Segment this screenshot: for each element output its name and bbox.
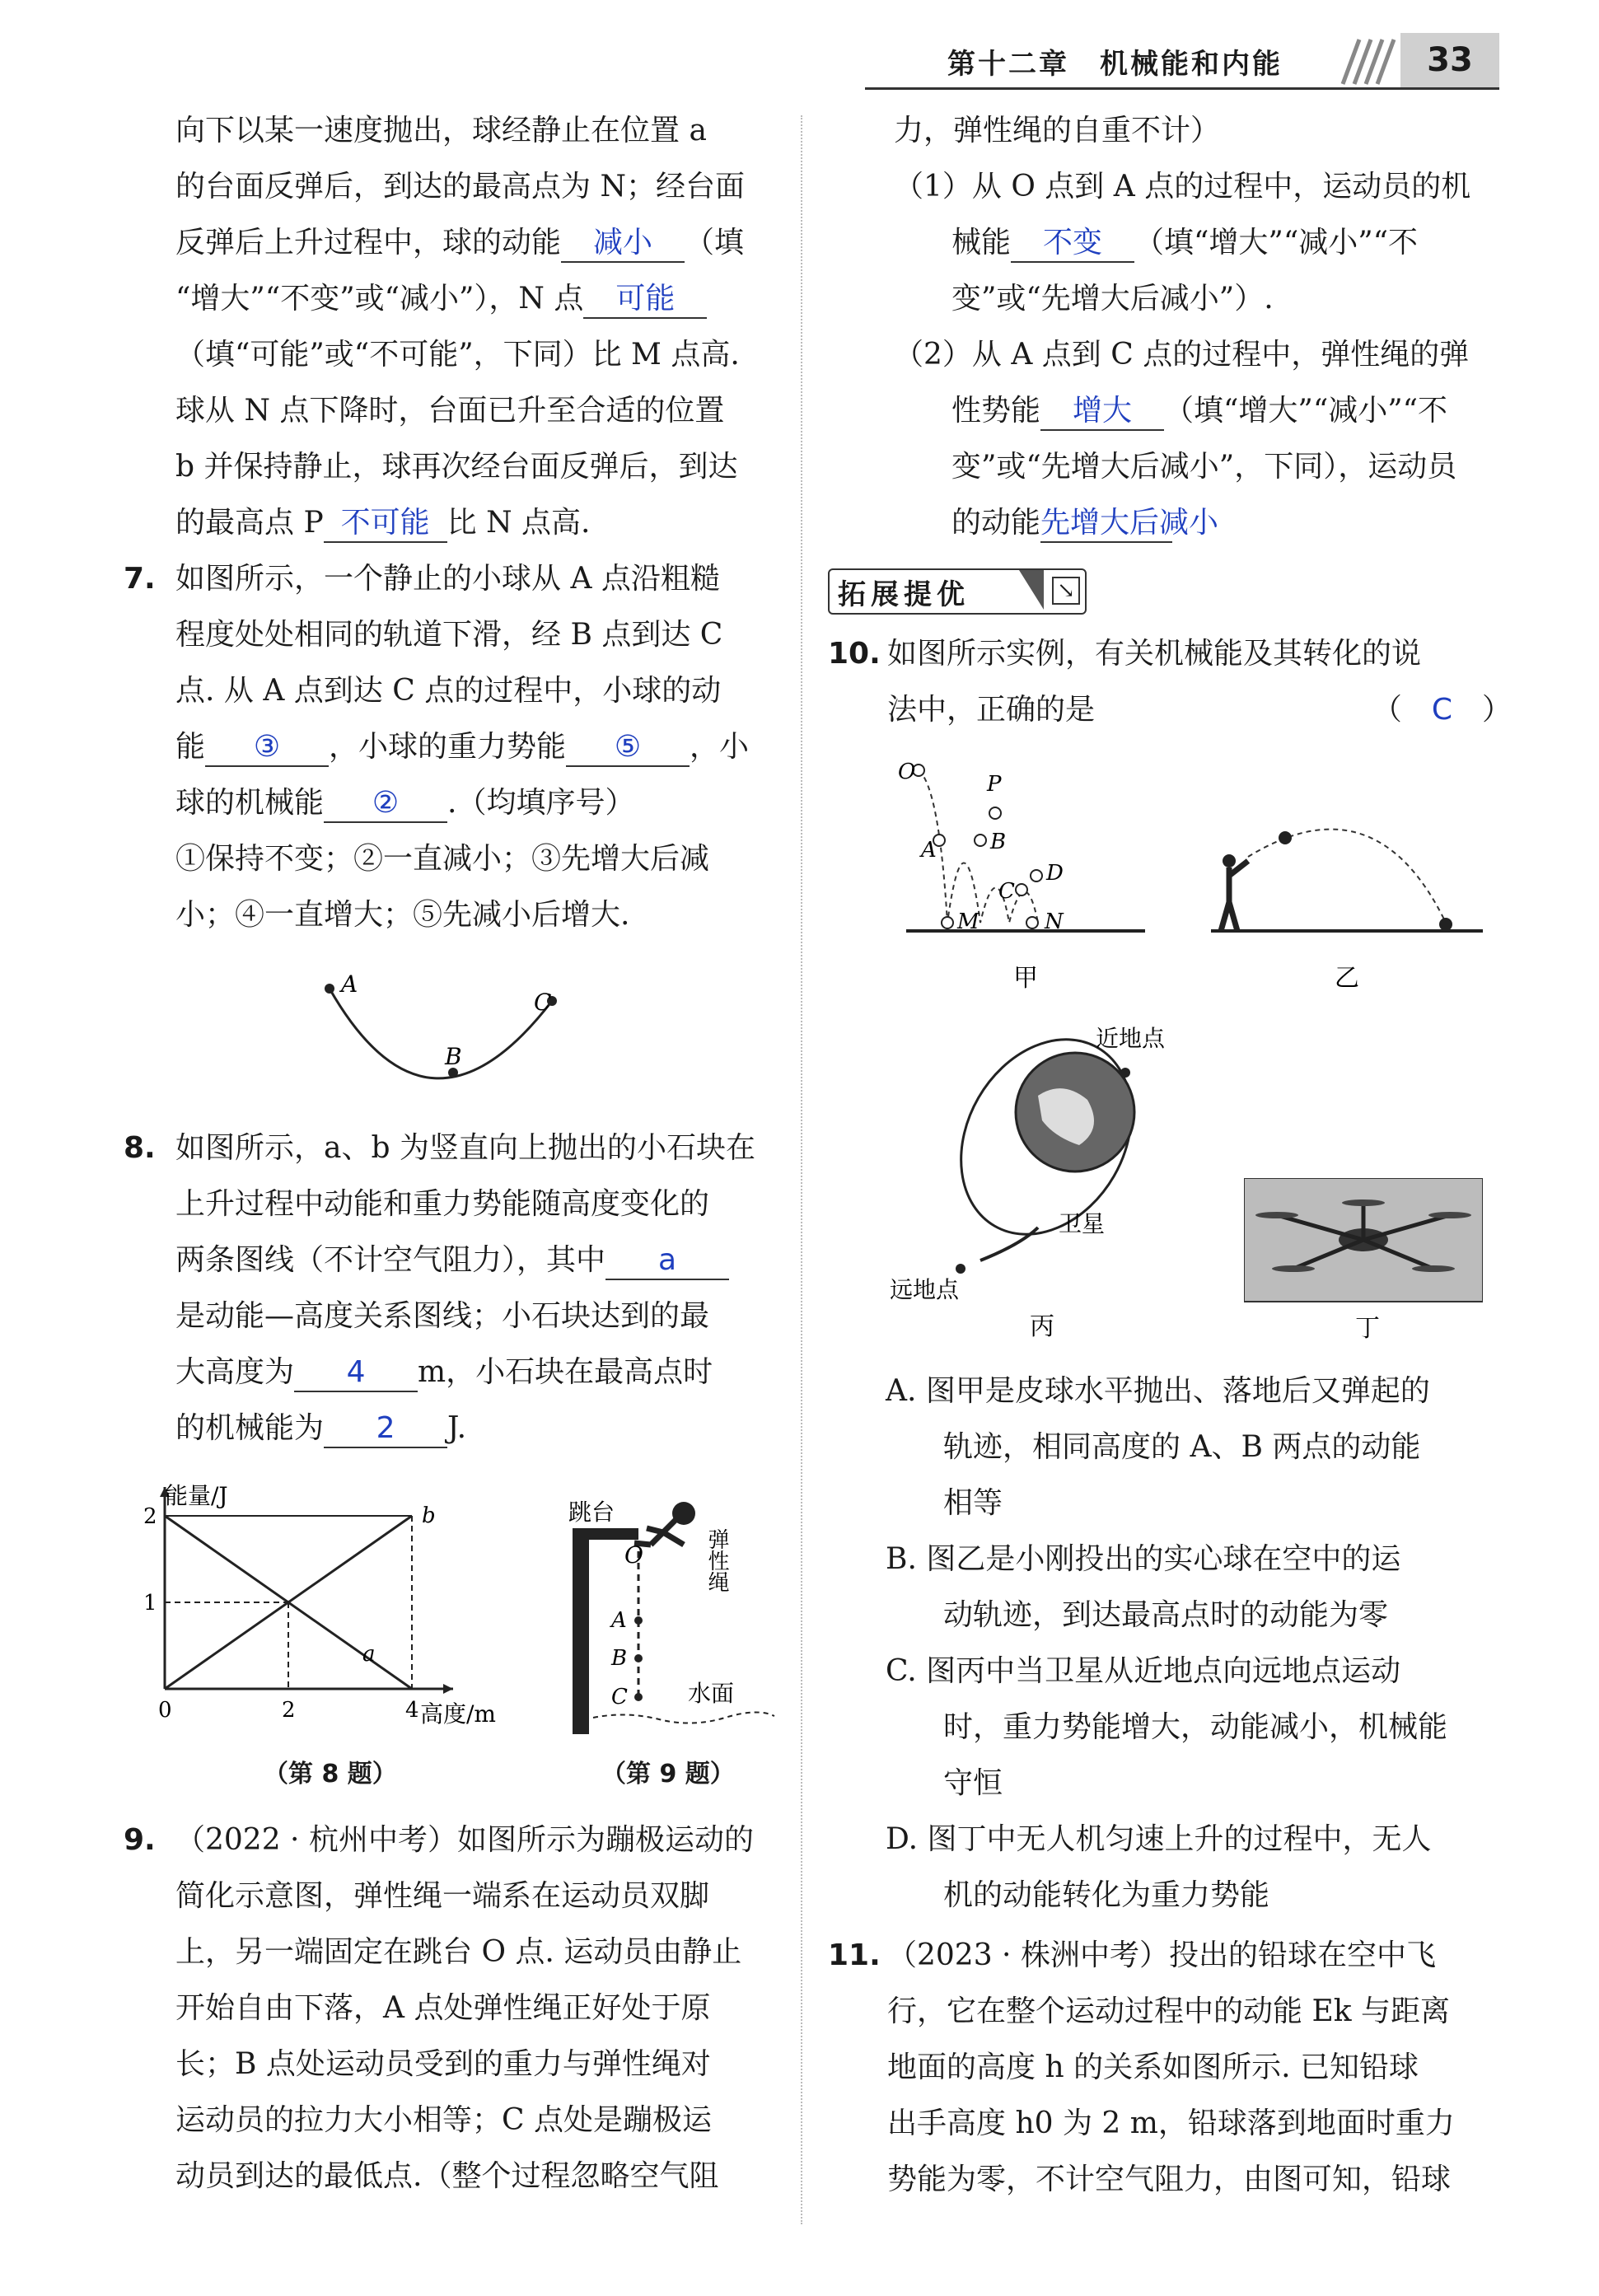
text-line: 运动员的拉力大小相等；C 点处是蹦极运 <box>175 2103 712 2137</box>
x-tick-label: 2 <box>282 1698 296 1723</box>
label-a: A <box>921 838 937 863</box>
q8-block <box>124 1120 783 1457</box>
q8-line <box>124 1120 783 1176</box>
text-span: 比 N 点高. <box>447 506 591 540</box>
text-line: 程度处处相同的轨道下滑，经 B 点到达 C <box>175 618 723 652</box>
label-rope: 弹性绳 <box>704 1528 729 1592</box>
text-line <box>124 495 783 551</box>
text-line: 相等 <box>943 1486 1003 1520</box>
text-line: 动员到达的最低点.（整个过程忽略空气阻 <box>175 2159 719 2193</box>
chapter-title: 第十二章 机械能和内能 <box>947 48 1283 81</box>
text-span: 两条图线（不计空气阻力），其中 <box>175 1243 606 1277</box>
text-span: .（均填序号） <box>447 786 635 820</box>
q7-track-figure <box>313 972 593 1104</box>
series-label-b: b <box>422 1503 436 1528</box>
q9-line <box>124 1812 783 1868</box>
text-line: 是动能—高度关系图线；小石块达到的最 <box>175 1299 710 1333</box>
header-stripes <box>1335 36 1400 86</box>
track-curve <box>330 989 552 1078</box>
answer-blank: ⑤ <box>566 729 690 767</box>
answer-blank: 4 <box>294 1354 418 1392</box>
text-line <box>124 1344 783 1401</box>
text-span: 反弹后上升过程中，球的动能 <box>175 226 562 260</box>
label-b: B <box>445 1043 462 1070</box>
text-line <box>124 1401 783 1457</box>
text-span: m，小石块在最高点时 <box>418 1355 713 1389</box>
label-ding: 丁 <box>1355 1314 1380 1343</box>
label-bing: 丙 <box>1030 1312 1054 1341</box>
answer-blank: ② <box>324 785 447 823</box>
left-column <box>124 103 783 943</box>
label-a: A <box>341 972 358 998</box>
text-line: b 并保持静止，球再次经台面反弹后，到达 <box>175 450 738 484</box>
point-a <box>325 984 334 994</box>
label-satellite: 卫星 <box>1059 1210 1106 1237</box>
text-line <box>124 775 783 831</box>
option-b: B. 图乙是小刚投出的实心球在空中的运 <box>886 1542 1401 1576</box>
q10-line <box>828 626 1512 682</box>
text-line: 变”或“先增大后减小”）. <box>951 282 1274 316</box>
figure-yi <box>1211 811 1491 1001</box>
question-number: 8. <box>124 1131 156 1165</box>
section-tag <box>828 568 1087 615</box>
figure-ding <box>1244 1178 1483 1343</box>
text-line: 开始自由下落，A 点处弹性绳正好处于原 <box>175 1991 711 2025</box>
shot-ball <box>1279 831 1292 844</box>
text-line: 长；B 点处运动员受到的重力与弹性绳对 <box>175 2047 711 2081</box>
label-b: B <box>990 830 1007 854</box>
text-span: 的最高点 P <box>175 506 324 540</box>
column-divider <box>801 115 802 2224</box>
text-line: 动轨迹，到达最高点时的动能为零 <box>943 1598 1389 1632</box>
text-line <box>828 495 1512 551</box>
answer-blank: 增大 <box>1040 393 1164 431</box>
option-a: A. 图甲是皮球水平抛出、落地后又弹起的 <box>886 1374 1430 1408</box>
q7-line <box>124 551 783 607</box>
figure-caption-9: （第 9 题） <box>601 1760 735 1789</box>
text-span: 球的机械能 <box>175 786 325 820</box>
option-c: C. 图丙中当卫星从近地点向远地点运动 <box>886 1654 1401 1688</box>
question-number: 7. <box>124 562 156 596</box>
text-line <box>124 215 783 271</box>
text-span: “增大”“不变”或“减小”），N 点 <box>175 282 584 316</box>
label-jia: 甲 <box>1013 964 1038 993</box>
text-line <box>828 215 1512 271</box>
question-number: 11. <box>828 1938 881 1972</box>
x-tick-label: 4 <box>405 1698 419 1723</box>
text-span: 的动能 <box>951 506 1041 540</box>
q11-line <box>828 1928 1512 1984</box>
apogee-point <box>956 1264 965 1274</box>
text-span: 能 <box>175 730 206 764</box>
answer-blank: 不变 <box>1011 225 1134 263</box>
text-line: 出手高度 h0 为 2 m，铅球落到地面时重力 <box>887 2107 1455 2140</box>
text-line <box>124 719 783 775</box>
text-span: 如图所示，一个静止的小球从 A 点沿粗糙 <box>175 562 720 596</box>
answer-blank: 不可能 <box>324 505 447 543</box>
text-span: （2022 · 杭州中考）如图所示为蹦极运动的 <box>175 1823 754 1857</box>
label-p: P <box>987 772 1002 797</box>
figure-caption-8: （第 8 题） <box>264 1760 397 1789</box>
label-b: B <box>611 1646 628 1671</box>
x-tick-label: 0 <box>158 1698 172 1723</box>
label-o: O <box>624 1541 643 1569</box>
text-span: 如图所示实例，有关机械能及其转化的说 <box>887 637 1422 671</box>
answer-blank: ③ <box>205 729 329 767</box>
q9-bungee-figure <box>560 1495 791 1742</box>
text-span: （填“增大”“减小”“不 <box>1134 226 1419 260</box>
text-span: ，小 <box>690 730 750 764</box>
answer-choice: C <box>1431 693 1452 727</box>
text-line: 简化示意图，弹性绳一端系在运动员双脚 <box>175 1879 710 1913</box>
text-line: 上升过程中动能和重力势能随高度变化的 <box>175 1187 710 1221</box>
figure-bing <box>881 1022 1211 1343</box>
text-span: J. <box>447 1411 467 1445</box>
answer-blank: 先增大后减小 <box>1040 505 1172 543</box>
answer-blank: 2 <box>324 1410 447 1448</box>
y-tick-label: 2 <box>143 1504 157 1529</box>
text-line: 点. 从 A 点到达 C 点的过程中，小球的动 <box>175 674 722 708</box>
text-line: 的台面反弹后，到达的最高点为 N；经台面 <box>175 170 745 203</box>
point-a <box>634 1616 643 1625</box>
platform <box>573 1528 638 1540</box>
text-line <box>124 271 783 327</box>
text-span: 的机械能为 <box>175 1411 325 1445</box>
text-line: 变”或“先增大后减小”，下同），运动员 <box>951 450 1457 484</box>
label-c: C <box>534 989 552 1016</box>
question-number: 9. <box>124 1823 156 1857</box>
answer-blank: 可能 <box>583 281 707 319</box>
text-line: 地面的高度 h 的关系如图所示. 已知铅球 <box>887 2051 1419 2084</box>
landing-ball <box>1439 918 1452 931</box>
q10-options <box>886 1363 1512 1924</box>
thrower-head <box>1223 854 1236 867</box>
text-line: 轨迹，相同高度的 A、B 两点的动能 <box>943 1430 1421 1464</box>
series-label-a: a <box>362 1642 376 1667</box>
text-span: （填“增大”“减小”“不 <box>1164 394 1448 428</box>
question-number: 10. <box>828 637 881 671</box>
text-line: （1）从 O 点到 A 点的过程中，运动员的机 <box>894 170 1471 203</box>
point-b <box>634 1654 643 1662</box>
thrower-body <box>1221 861 1248 931</box>
text-span: 大高度为 <box>175 1355 295 1389</box>
text-span: （2023 · 株洲中考）投出的铅球在空中飞 <box>887 1938 1436 1972</box>
text-line <box>828 682 1512 738</box>
x-axis-arrow <box>443 1684 453 1694</box>
page-header <box>865 33 1499 90</box>
text-line: 上，另一端固定在跳台 O 点. 运动员由静止 <box>175 1935 742 1969</box>
x-axis-label: 高度/m <box>420 1700 496 1728</box>
label-o: O <box>898 760 916 784</box>
text-line: 势能为零，不计空气阻力，由图可知，铅球 <box>887 2163 1452 2196</box>
label-yi: 乙 <box>1335 964 1359 993</box>
q9-block <box>124 1812 783 2205</box>
water-surface <box>593 1712 774 1723</box>
label-c: C <box>998 879 1015 904</box>
label-water: 水面 <box>688 1680 735 1707</box>
page-number: 33 <box>1400 33 1499 87</box>
text-span: ，小球的重力势能 <box>329 730 567 764</box>
text-line: 球从 N 点下降时，台面已升至合适的位置 <box>175 394 725 428</box>
label-n: N <box>1045 910 1064 934</box>
text-span: 法中，正确的是 <box>887 693 1096 727</box>
label-d: D <box>1046 861 1064 886</box>
y-axis-label: 能量/J <box>165 1482 228 1509</box>
label-c: C <box>611 1685 628 1709</box>
right-column <box>828 103 1512 551</box>
text-line: 向下以某一速度抛出，球经静止在位置 a <box>175 114 707 147</box>
text-line: 守恒 <box>943 1766 1003 1800</box>
label-perigee: 近地点 <box>1096 1025 1166 1052</box>
text-line: （填“可能”或“不可能”，下同）比 M 点高. <box>175 338 740 372</box>
arrow-icon: ↘ <box>1052 577 1080 605</box>
point-c <box>634 1693 643 1701</box>
answer-blank: 减小 <box>561 225 685 263</box>
answer-blank: a <box>605 1242 729 1280</box>
text-line: 时，重力势能增大，动能减小，机械能 <box>943 1710 1448 1744</box>
label-a: A <box>611 1608 627 1633</box>
text-line <box>124 1232 783 1288</box>
q10-block <box>828 626 1512 738</box>
label-platform: 跳台 <box>568 1499 615 1526</box>
text-line <box>828 383 1512 439</box>
text-line: ①保持不变；②一直减小；③先增大后减 <box>175 842 710 876</box>
section-title: 拓展提优 <box>838 578 970 611</box>
text-line: 行，它在整个运动过程中的动能 Ek 与距离 <box>887 1994 1450 2028</box>
q8-energy-chart <box>132 1479 519 1734</box>
text-line: 小；④一直增大；⑤先减小后增大. <box>175 898 630 932</box>
perigee-point <box>1120 1068 1130 1078</box>
text-line: 机的动能转化为重力势能 <box>943 1878 1270 1912</box>
text-span: （填 <box>685 226 745 260</box>
text-span: 性势能 <box>951 394 1041 428</box>
text-span: 如图所示，a、b 为竖直向上抛出的小石块在 <box>175 1131 755 1165</box>
ball-path <box>1248 830 1446 923</box>
answer-bracket: （ C ） <box>1372 693 1512 727</box>
text-span: 械能 <box>951 226 1012 260</box>
y-tick-label: 1 <box>143 1591 157 1616</box>
label-m: M <box>957 910 980 934</box>
tag-decoration <box>1019 570 1044 610</box>
text-line: 力，弹性绳的自重不计） <box>894 114 1221 147</box>
label-apogee: 远地点 <box>890 1276 960 1303</box>
tower <box>573 1528 589 1734</box>
option-d: D. 图丁中无人机匀速上升的过程中，无人 <box>886 1822 1432 1856</box>
text-line: （2）从 A 点到 C 点的过程中，弹性绳的弹 <box>894 338 1470 372</box>
q11-block <box>828 1928 1512 2208</box>
figure-jia <box>898 754 1162 1001</box>
